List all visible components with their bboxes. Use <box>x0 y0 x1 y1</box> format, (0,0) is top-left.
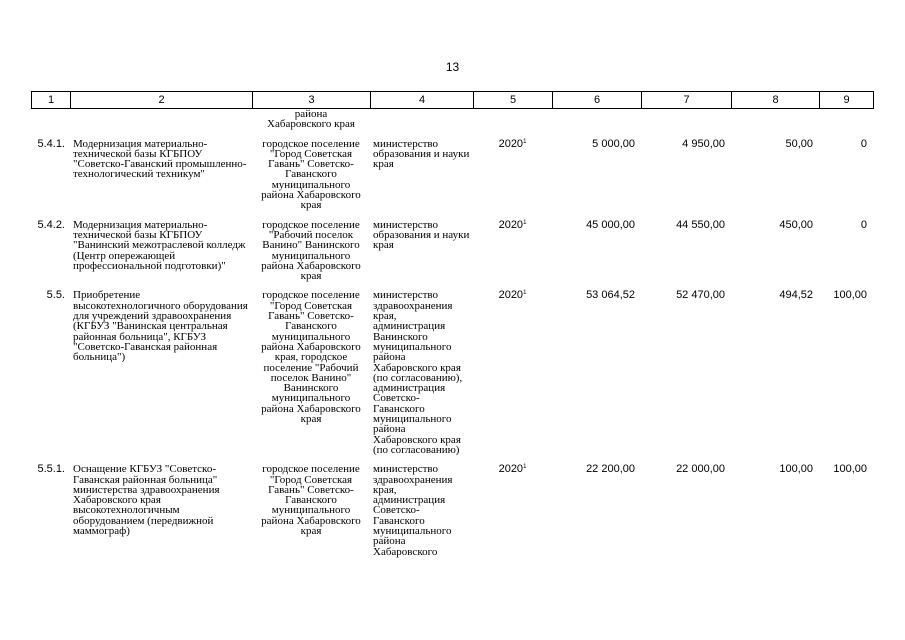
row-col8: 50,00 <box>785 137 813 150</box>
row-index: 5.4.1. <box>37 137 65 150</box>
column-header-7: 7 <box>642 92 732 109</box>
row-year: 2020$^1$ <box>498 137 527 150</box>
row-place: городское поселение "Город Советская Гавань" Советско-Гаванского муниципального района Хабаровского края, городское поселение "Рабочий поселок Ванино" Ванинского муниципального района Хабаровского края <box>261 289 361 426</box>
table-row <box>31 220 873 291</box>
column-header-2: 2 <box>71 92 253 109</box>
row-executor: министерство образования и науки края <box>373 218 470 252</box>
row-total: 45 000,00 <box>586 218 635 231</box>
row-col7: 52 470,00 <box>676 289 725 302</box>
year-footnote-mark: 1 <box>523 464 527 471</box>
row-col9: 0 <box>860 137 867 150</box>
table-row <box>31 290 873 464</box>
column-header-6: 6 <box>553 92 642 109</box>
row-year: 2020$^1$ <box>498 218 527 231</box>
row-col7: 4 950,00 <box>682 137 725 150</box>
column-header-8: 8 <box>732 92 820 109</box>
table-row <box>31 139 873 220</box>
page-number: 13 <box>445 60 460 74</box>
row-col7: 44 550,00 <box>676 218 725 231</box>
row-col8: 450,00 <box>779 218 813 231</box>
row-index: 5.4.2. <box>37 218 65 231</box>
row-col8: 100,00 <box>779 463 813 476</box>
column-header-9: 9 <box>820 92 874 109</box>
row-total: 22 200,00 <box>586 463 635 476</box>
row-index: 5.5.1. <box>37 463 65 476</box>
year-footnote-mark: 1 <box>523 219 527 226</box>
row-place: городское поселение "Город Советская Гавань" Советско-Гаванского муниципального района Хабаровского края <box>261 463 361 537</box>
year-footnote-mark: 1 <box>523 138 527 145</box>
row-name: Модернизация материально-технической базы КГБПОУ "Советско-Гаванский промышленно-технологический техникум" <box>73 137 247 181</box>
row-year: 2020$^1$ <box>498 289 527 302</box>
row-total: 53 064,52 <box>586 289 635 302</box>
continuation-row <box>31 109 873 139</box>
row-index: 5.5. <box>46 289 65 302</box>
row-name: Оснащение КГБУЗ "Советско-Гаванская районная больница" министерства здравоохранения Хабаровского края высокотехнологичным оборудованием (передвижной маммограф) <box>73 463 220 537</box>
continuation-place-cell: района Хабаровского края <box>267 108 355 131</box>
column-header-5: 5 <box>474 92 553 109</box>
row-col9: 100,00 <box>833 289 867 302</box>
table-row <box>31 464 873 557</box>
row-col7: 22 000,00 <box>676 463 725 476</box>
row-col9: 0 <box>860 218 867 231</box>
row-col8: 494,52 <box>779 289 813 302</box>
year-footnote-mark: 1 <box>523 290 527 297</box>
row-year: 2020$^1$ <box>498 463 527 476</box>
row-name: Приобретение высокотехнологичного оборудования для учреждений здравоохранения (КГБУЗ "Ванинская центральная районная больница", КГБУЗ "Советско-Гаванская районная больница") <box>73 289 248 364</box>
row-executor: министерство здравоохранения края, администрация Ванинского муниципального района Хабаровского края (по согласованию), администрация Советско-Гаванского муниципального района Хабаровского края (по согласованию) <box>373 289 463 456</box>
column-header-3: 3 <box>253 92 371 109</box>
program-table <box>31 109 873 557</box>
column-header-1: 1 <box>32 92 71 109</box>
row-place: городское поселение "Рабочий поселок Ванино" Ванинского муниципального района Хабаровского края <box>261 218 361 283</box>
row-executor: министерство здравоохранения края, администрация Советско-Гаванского муниципального района Хабаровского <box>373 463 453 558</box>
row-total: 5 000,00 <box>592 137 635 150</box>
row-executor: министерство образования и науки края <box>373 137 470 171</box>
column-header-row <box>32 92 874 109</box>
column-header-table <box>31 91 874 109</box>
row-col9: 100,00 <box>833 463 867 476</box>
column-header-4: 4 <box>371 92 474 109</box>
row-name: Модернизация материально-технической базы КГБПОУ "Ванинский межотраслевой колледж (Центр опережающей профессиональной подготовки)" <box>73 218 246 272</box>
row-place: городское поселение "Город Советская Гавань" Советско-Гаванского муниципального района Хабаровского края <box>261 137 361 212</box>
